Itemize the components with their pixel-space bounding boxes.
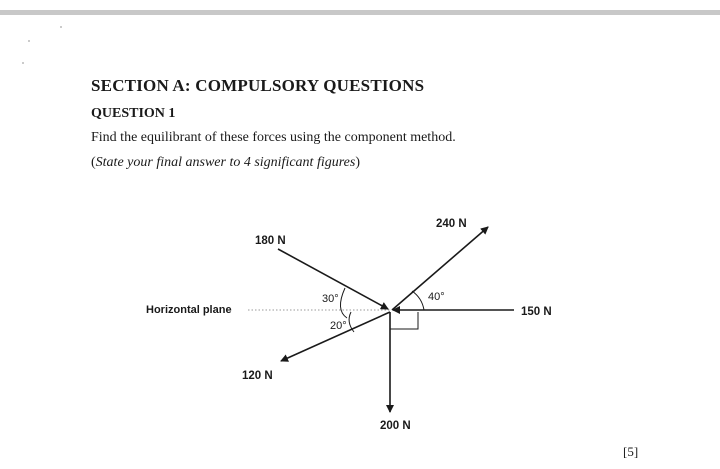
right-angle-marker — [390, 312, 418, 329]
note-open-paren: ( — [91, 155, 96, 170]
force-150n-label: 150 N — [521, 306, 552, 318]
angle-40-label: 40° — [428, 291, 445, 303]
angle-30-label: 30° — [322, 293, 339, 305]
force-180n-label: 180 N — [255, 235, 286, 247]
marks-allocation: [5] — [623, 444, 639, 459]
question-instruction: Find the equilibrant of these forces using the component method. — [91, 130, 456, 145]
angle-20-label: 20° — [330, 320, 347, 332]
note-close-paren: ) — [355, 155, 360, 170]
section-title: SECTION A: COMPULSORY QUESTIONS — [91, 76, 425, 95]
angle-40-arc — [412, 291, 424, 310]
angle-30-arc — [340, 288, 347, 318]
force-200n-label: 200 N — [380, 420, 411, 432]
force-240n-label: 240 N — [436, 218, 467, 230]
question-title: QUESTION 1 — [91, 106, 176, 121]
force-120n-label: 120 N — [242, 370, 273, 382]
horizontal-plane-label: Horizontal plane — [146, 304, 232, 316]
note-body: State your final answer to 4 significant figures — [95, 155, 356, 170]
